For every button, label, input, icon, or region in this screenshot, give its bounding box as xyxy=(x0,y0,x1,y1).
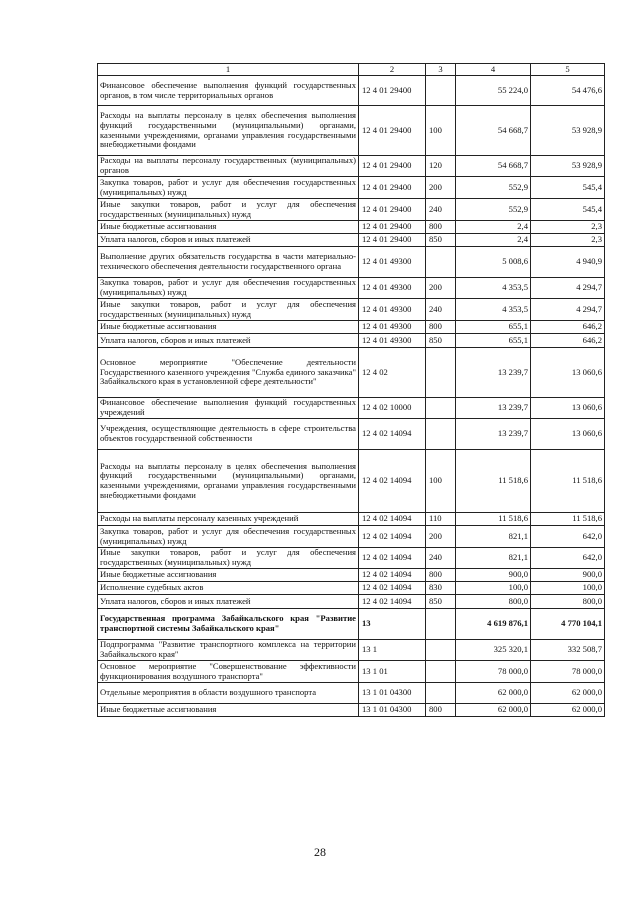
row-value-2022: 642,0 xyxy=(531,548,605,569)
row-value-2021: 900,0 xyxy=(456,569,531,582)
row-value-2022: 53 928,9 xyxy=(531,106,605,156)
row-vr-code: 800 xyxy=(426,569,456,582)
row-csr-code: 12 4 01 49300 xyxy=(359,247,426,278)
row-value-2022: 78 000,0 xyxy=(531,661,605,683)
row-csr-code: 12 4 01 29400 xyxy=(359,76,426,106)
row-name: Отдельные мероприятия в области воздушного транспорта xyxy=(98,683,359,704)
row-vr-code xyxy=(426,247,456,278)
row-csr-code: 12 4 01 29400 xyxy=(359,177,426,199)
row-vr-code xyxy=(426,609,456,640)
row-csr-code: 13 1 xyxy=(359,640,426,661)
row-name: Иные бюджетные ассигнования xyxy=(98,704,359,717)
row-value-2021: 821,1 xyxy=(456,526,531,548)
row-value-2022: 332 508,7 xyxy=(531,640,605,661)
row-name: Учреждения, осуществляющие деятельность в сфере строительства объектов государственной собственности xyxy=(98,419,359,450)
row-name: Финансовое обеспечение выполнения функций государственных учреждений xyxy=(98,398,359,419)
row-name: Государственная программа Забайкальского края "Развитие транспортной системы Забайкальского края" xyxy=(98,609,359,640)
row-value-2022: 11 518,6 xyxy=(531,450,605,513)
row-vr-code: 200 xyxy=(426,177,456,199)
row-name: Иные бюджетные ассигнования xyxy=(98,321,359,334)
row-vr-code: 240 xyxy=(426,299,456,321)
row-value-2021: 4 619 876,1 xyxy=(456,609,531,640)
row-name: Подпрограмма "Развитие транспортного комплекса на территории Забайкальского края" xyxy=(98,640,359,661)
table-row xyxy=(98,247,605,278)
row-csr-code: 12 4 02 14094 xyxy=(359,569,426,582)
row-value-2021: 655,1 xyxy=(456,321,531,334)
row-csr-code: 12 4 01 29400 xyxy=(359,199,426,221)
row-vr-code: 800 xyxy=(426,321,456,334)
row-value-2021: 13 239,7 xyxy=(456,419,531,450)
table-row xyxy=(98,661,605,683)
row-value-2022: 646,2 xyxy=(531,334,605,348)
header-col-1: 1 xyxy=(98,64,359,76)
row-name: Исполнение судебных актов xyxy=(98,582,359,595)
row-vr-code xyxy=(426,398,456,419)
row-value-2021: 55 224,0 xyxy=(456,76,531,106)
table-row xyxy=(98,106,605,156)
row-value-2022: 11 518,6 xyxy=(531,513,605,526)
row-value-2021: 2,4 xyxy=(456,221,531,234)
row-vr-code: 100 xyxy=(426,106,456,156)
row-csr-code: 12 4 02 xyxy=(359,348,426,398)
row-value-2021: 552,9 xyxy=(456,177,531,199)
row-value-2021: 13 239,7 xyxy=(456,348,531,398)
table-row xyxy=(98,450,605,513)
row-value-2022: 4 294,7 xyxy=(531,299,605,321)
table-row xyxy=(98,321,605,334)
header-col-5: 5 xyxy=(531,64,605,76)
row-csr-code: 12 4 02 14094 xyxy=(359,419,426,450)
row-vr-code: 850 xyxy=(426,595,456,609)
row-value-2021: 62 000,0 xyxy=(456,704,531,717)
row-name: Иные закупки товаров, работ и услуг для обеспечения государственных (муниципальных) нужд xyxy=(98,548,359,569)
row-vr-code: 800 xyxy=(426,704,456,717)
row-vr-code xyxy=(426,348,456,398)
row-value-2021: 62 000,0 xyxy=(456,683,531,704)
table-row xyxy=(98,640,605,661)
row-value-2022: 53 928,9 xyxy=(531,156,605,177)
table-row xyxy=(98,348,605,398)
row-vr-code: 850 xyxy=(426,334,456,348)
row-value-2022: 4 294,7 xyxy=(531,278,605,299)
row-value-2022: 62 000,0 xyxy=(531,683,605,704)
row-value-2021: 800,0 xyxy=(456,595,531,609)
row-value-2022: 545,4 xyxy=(531,177,605,199)
row-name: Закупка товаров, работ и услуг для обеспечения государственных (муниципальных) нужд xyxy=(98,177,359,199)
table-row xyxy=(98,221,605,234)
row-name: Иные бюджетные ассигнования xyxy=(98,569,359,582)
row-csr-code: 13 1 01 04300 xyxy=(359,683,426,704)
row-vr-code xyxy=(426,419,456,450)
row-value-2021: 11 518,6 xyxy=(456,450,531,513)
row-name: Расходы на выплаты персоналу казенных учреждений xyxy=(98,513,359,526)
row-value-2022: 900,0 xyxy=(531,569,605,582)
table-row xyxy=(98,582,605,595)
row-vr-code xyxy=(426,683,456,704)
row-value-2022: 100,0 xyxy=(531,582,605,595)
row-vr-code: 200 xyxy=(426,278,456,299)
row-csr-code: 12 4 01 49300 xyxy=(359,321,426,334)
row-name: Основное мероприятие "Совершенствование эффективности функционирования воздушного транспорта" xyxy=(98,661,359,683)
row-vr-code: 240 xyxy=(426,199,456,221)
row-value-2022: 2,3 xyxy=(531,234,605,247)
row-value-2022: 800,0 xyxy=(531,595,605,609)
row-value-2022: 642,0 xyxy=(531,526,605,548)
row-value-2021: 11 518,6 xyxy=(456,513,531,526)
table-row xyxy=(98,595,605,609)
row-name: Выполнение других обязательств государства в части материально-технического обеспечения деятельности государственного органа xyxy=(98,247,359,278)
row-vr-code: 110 xyxy=(426,513,456,526)
table-row xyxy=(98,177,605,199)
header-col-2: 2 xyxy=(359,64,426,76)
row-value-2022: 4 770 104,1 xyxy=(531,609,605,640)
row-vr-code: 830 xyxy=(426,582,456,595)
table-row xyxy=(98,234,605,247)
row-value-2021: 54 668,7 xyxy=(456,106,531,156)
row-name: Иные закупки товаров, работ и услуг для обеспечения государственных (муниципальных) нужд xyxy=(98,199,359,221)
row-name: Закупка товаров, работ и услуг для обеспечения государственных (муниципальных) нужд xyxy=(98,278,359,299)
row-value-2021: 552,9 xyxy=(456,199,531,221)
row-name: Иные закупки товаров, работ и услуг для обеспечения государственных (муниципальных) нужд xyxy=(98,299,359,321)
row-name: Уплата налогов, сборов и иных платежей xyxy=(98,234,359,247)
row-csr-code: 12 4 02 14094 xyxy=(359,595,426,609)
row-name: Основное мероприятие "Обеспечение деятельности Государственного казенного учреждения "Служба единого заказчика" Забайкальского края в установленной сфере деятельности" xyxy=(98,348,359,398)
row-vr-code: 240 xyxy=(426,548,456,569)
row-value-2021: 655,1 xyxy=(456,334,531,348)
row-value-2022: 54 476,6 xyxy=(531,76,605,106)
header-col-3: 3 xyxy=(426,64,456,76)
header-col-4: 4 xyxy=(456,64,531,76)
row-value-2021: 100,0 xyxy=(456,582,531,595)
row-vr-code xyxy=(426,76,456,106)
row-csr-code: 12 4 02 14094 xyxy=(359,513,426,526)
row-vr-code xyxy=(426,661,456,683)
row-csr-code: 13 xyxy=(359,609,426,640)
table-row xyxy=(98,513,605,526)
table-row xyxy=(98,299,605,321)
row-value-2021: 54 668,7 xyxy=(456,156,531,177)
table-row xyxy=(98,548,605,569)
row-csr-code: 12 4 01 49300 xyxy=(359,278,426,299)
table-row xyxy=(98,569,605,582)
table-row xyxy=(98,526,605,548)
row-csr-code: 12 4 02 14094 xyxy=(359,548,426,569)
table-row xyxy=(98,683,605,704)
row-csr-code: 12 4 01 29400 xyxy=(359,156,426,177)
row-csr-code: 12 4 02 14094 xyxy=(359,526,426,548)
table-row xyxy=(98,199,605,221)
row-name: Финансовое обеспечение выполнения функций государственных органов, в том числе территориальных органов xyxy=(98,76,359,106)
row-name: Закупка товаров, работ и услуг для обеспечения государственных (муниципальных) нужд xyxy=(98,526,359,548)
table-row xyxy=(98,156,605,177)
row-csr-code: 12 4 01 29400 xyxy=(359,106,426,156)
row-csr-code: 13 1 01 04300 xyxy=(359,704,426,717)
row-name: Уплата налогов, сборов и иных платежей xyxy=(98,595,359,609)
row-value-2021: 821,1 xyxy=(456,548,531,569)
row-vr-code: 850 xyxy=(426,234,456,247)
row-name: Расходы на выплаты персоналу государственных (муниципальных) органов xyxy=(98,156,359,177)
table-row xyxy=(98,609,605,640)
row-csr-code: 12 4 01 49300 xyxy=(359,299,426,321)
header-row xyxy=(98,64,605,76)
row-csr-code: 12 4 01 49300 xyxy=(359,334,426,348)
row-value-2021: 4 353,5 xyxy=(456,299,531,321)
row-value-2022: 4 940,9 xyxy=(531,247,605,278)
row-csr-code: 12 4 02 14094 xyxy=(359,450,426,513)
row-value-2021: 325 320,1 xyxy=(456,640,531,661)
row-name: Расходы на выплаты персоналу в целях обеспечения выполнения функций государственными (муниципальными) органами, казенными учреждениями, органами управления государственными внебюджетными фондами xyxy=(98,450,359,513)
row-value-2021: 5 008,6 xyxy=(456,247,531,278)
table-row xyxy=(98,419,605,450)
row-vr-code: 100 xyxy=(426,450,456,513)
table-row xyxy=(98,278,605,299)
row-name: Расходы на выплаты персоналу в целях обеспечения выполнения функций государственными (муниципальными) органами, казенными учреждениями, органами управления государственными внебюджетными фондами xyxy=(98,106,359,156)
row-value-2021: 4 353,5 xyxy=(456,278,531,299)
row-csr-code: 12 4 01 29400 xyxy=(359,234,426,247)
table-row xyxy=(98,76,605,106)
row-value-2022: 13 060,6 xyxy=(531,398,605,419)
row-value-2021: 13 239,7 xyxy=(456,398,531,419)
row-name: Уплата налогов, сборов и иных платежей xyxy=(98,334,359,348)
row-vr-code xyxy=(426,640,456,661)
row-value-2022: 62 000,0 xyxy=(531,704,605,717)
row-vr-code: 800 xyxy=(426,221,456,234)
row-value-2022: 2,3 xyxy=(531,221,605,234)
row-csr-code: 12 4 01 29400 xyxy=(359,221,426,234)
row-vr-code: 120 xyxy=(426,156,456,177)
row-value-2022: 13 060,6 xyxy=(531,348,605,398)
row-vr-code: 200 xyxy=(426,526,456,548)
budget-table xyxy=(97,63,605,717)
row-csr-code: 13 1 01 xyxy=(359,661,426,683)
row-value-2021: 2,4 xyxy=(456,234,531,247)
table-row xyxy=(98,398,605,419)
row-csr-code: 12 4 02 14094 xyxy=(359,582,426,595)
page-number: 28 xyxy=(314,845,326,859)
row-value-2022: 13 060,6 xyxy=(531,419,605,450)
table-row xyxy=(98,704,605,717)
row-value-2022: 646,2 xyxy=(531,321,605,334)
row-csr-code: 12 4 02 10000 xyxy=(359,398,426,419)
row-value-2022: 545,4 xyxy=(531,199,605,221)
row-value-2021: 78 000,0 xyxy=(456,661,531,683)
row-name: Иные бюджетные ассигнования xyxy=(98,221,359,234)
table-row xyxy=(98,334,605,348)
